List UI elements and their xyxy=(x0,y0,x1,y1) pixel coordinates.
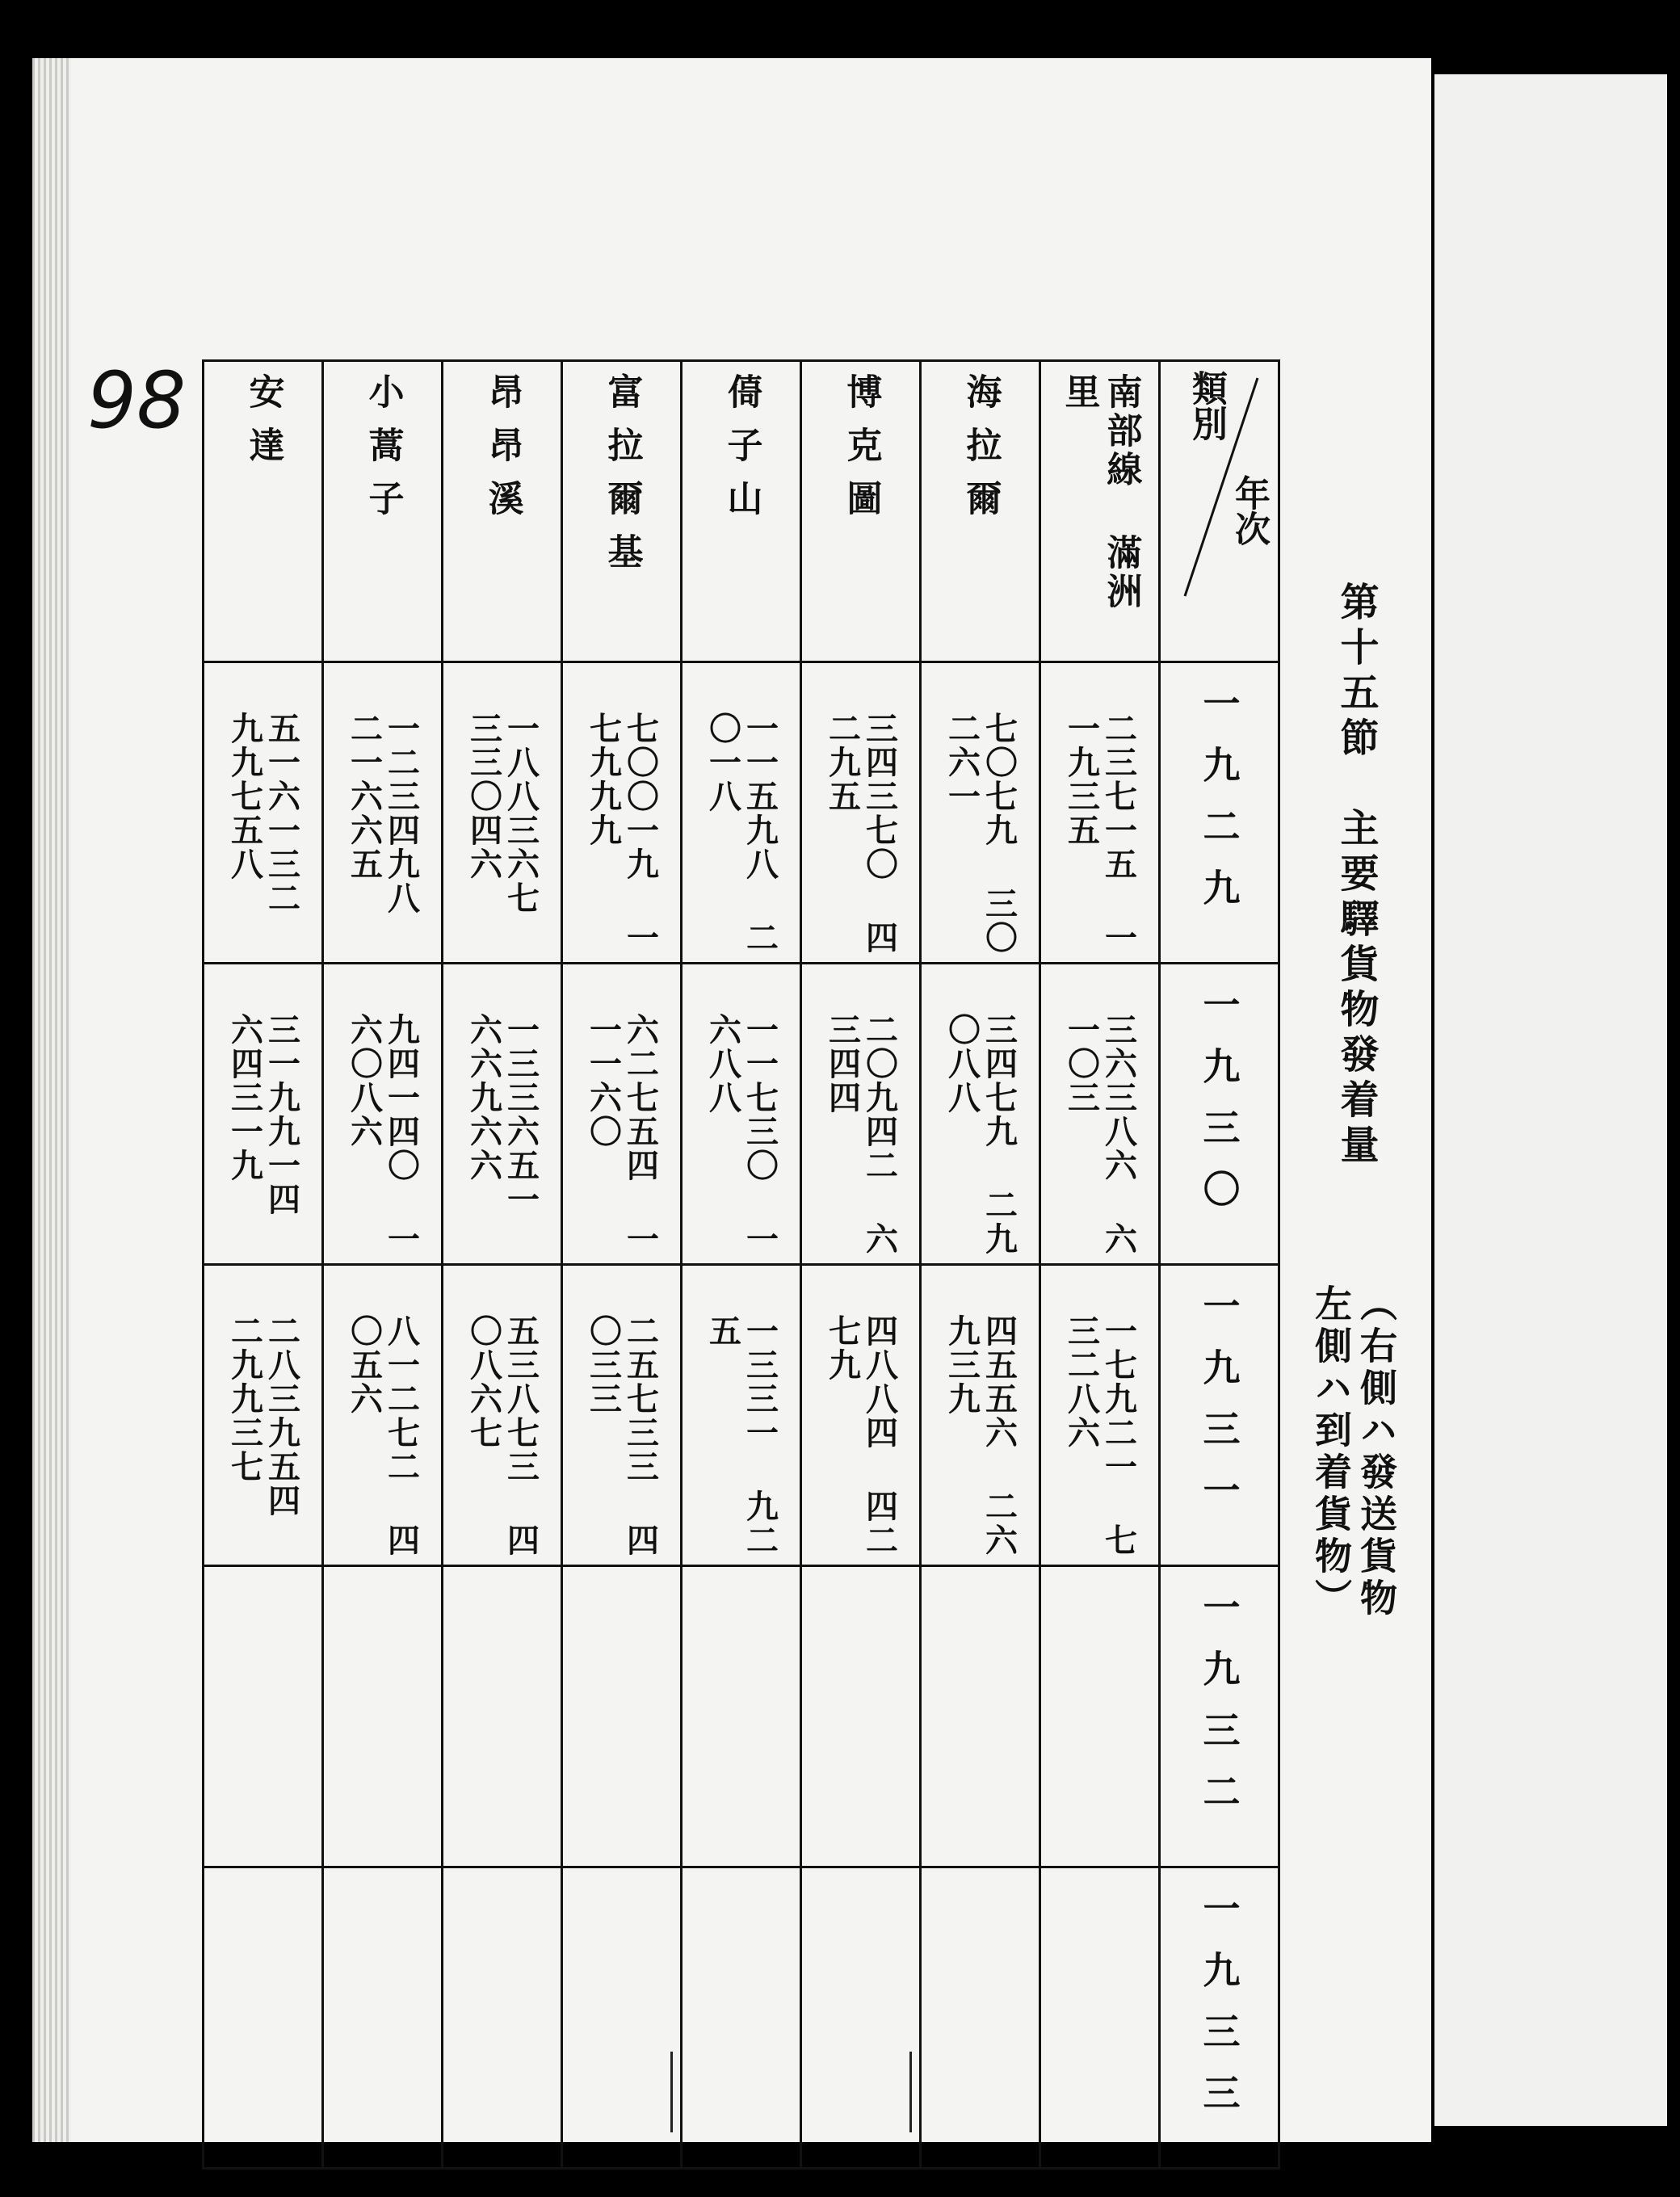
data-cell: 三四三七〇 四二九五 xyxy=(801,662,921,964)
header-station-5: 昂昂溪 xyxy=(443,361,562,662)
data-cell: 一一七三〇 一六八八 xyxy=(682,964,801,1265)
year-cell xyxy=(1160,1566,1279,1867)
year-label: 一九三一 xyxy=(1197,1287,1241,1532)
data-cell xyxy=(562,1867,682,2169)
data-cell: 二五七三三 四〇三三 xyxy=(562,1265,682,1566)
data-cell: 二三七一五 一一九三五 xyxy=(1040,662,1160,964)
data-cell: 四五五六 二六九三九 xyxy=(921,1265,1040,1566)
header-station-3: 㑸子山 xyxy=(682,361,801,662)
page-stack-edge xyxy=(32,58,71,2142)
year-row xyxy=(204,662,1279,964)
data-cell: 三六三八六 六一〇三 xyxy=(1040,964,1160,1265)
year-cell xyxy=(1160,964,1279,1265)
data-cell: 一二三四九八 二一六六五 xyxy=(323,662,443,964)
year-label: 一九三二 xyxy=(1197,1588,1241,1834)
header-corner xyxy=(1160,361,1279,662)
data-cell xyxy=(921,1867,1040,2169)
table-bottom-stubs xyxy=(670,2052,913,2132)
data-cell xyxy=(1040,1867,1160,2169)
data-cell: 一八八三六七 三三〇四六 xyxy=(443,662,562,964)
subtitle-left: 左側ハ到着貨物） xyxy=(1309,1284,1353,1620)
year-cell xyxy=(1160,662,1279,964)
data-cell: 七〇〇一九 一七九九九 xyxy=(562,662,682,964)
data-cell xyxy=(443,1867,562,2169)
page-number: 98 xyxy=(87,355,187,446)
data-cell xyxy=(921,1566,1040,1867)
data-cell: 四八八四 四二七九 xyxy=(801,1265,921,1566)
header-station-7: 安達 xyxy=(204,361,323,662)
data-cell xyxy=(801,1566,921,1867)
year-cell xyxy=(1160,1867,1279,2169)
data-cell xyxy=(204,1566,323,1867)
data-cell: 三四七九 二九〇八八 xyxy=(921,964,1040,1265)
header-station-0: 南部線 滿洲里 xyxy=(1040,361,1160,662)
subtitle xyxy=(1308,1284,1399,1672)
header-station-6: 小蒿子 xyxy=(323,361,443,662)
data-cell xyxy=(323,1566,443,1867)
header-station-1: 海拉爾 xyxy=(921,361,1040,662)
data-cell: 八一二七二 四〇五六 xyxy=(323,1265,443,1566)
corner-year-label: 年次 xyxy=(1228,475,1270,546)
year-label: 一九三〇 xyxy=(1197,985,1241,1231)
year-row xyxy=(204,1566,1279,1867)
data-cell: 七〇七九 三〇二六一 xyxy=(921,662,1040,964)
data-cell xyxy=(682,1566,801,1867)
corner-type-label: 類別 xyxy=(1186,370,1227,441)
data-cell xyxy=(443,1566,562,1867)
data-cell: 二八三九五四 二九九三七 xyxy=(204,1265,323,1566)
data-cell: 九四一四〇 一六〇八六 xyxy=(323,964,443,1265)
data-cell: 二〇九四二 六三四四 xyxy=(801,964,921,1265)
year-label: 一九二九 xyxy=(1197,684,1241,930)
data-cell: 五一六一三二 九九七五八 xyxy=(204,662,323,964)
header-station-2: 博克圖 xyxy=(801,361,921,662)
year-row xyxy=(204,1265,1279,1566)
data-cell: 一三三六五一 六六九六六 xyxy=(443,964,562,1265)
section-title: 第十五節 主要驛貨物發着量 xyxy=(1334,582,1379,1170)
data-cell: 六二七五四 一一一六〇 xyxy=(562,964,682,1265)
data-cell: 一三三一 九二五 xyxy=(682,1265,801,1566)
data-cell: 一七九二一 七三二八六 xyxy=(1040,1265,1160,1566)
header-station-4: 富拉爾基 xyxy=(562,361,682,662)
data-cell xyxy=(323,1867,443,2169)
data-cell: 一一五九八 二〇一八 xyxy=(682,662,801,964)
freight-volume-table xyxy=(202,359,1280,2170)
subtitle-right: （右側ハ發送貨物 xyxy=(1354,1284,1398,1620)
header-row xyxy=(204,361,1279,662)
data-cell xyxy=(562,1566,682,1867)
year-label: 一九三三 xyxy=(1197,1889,1241,2135)
data-cell xyxy=(1040,1566,1160,1867)
year-row xyxy=(204,964,1279,1265)
data-cell xyxy=(204,1867,323,2169)
year-cell xyxy=(1160,1265,1279,1566)
data-cell: 五三八七三 四〇八六七 xyxy=(443,1265,562,1566)
adjacent-page-strip xyxy=(1434,74,1667,2126)
data-cell: 三一九九一四 六四三一九 xyxy=(204,964,323,1265)
